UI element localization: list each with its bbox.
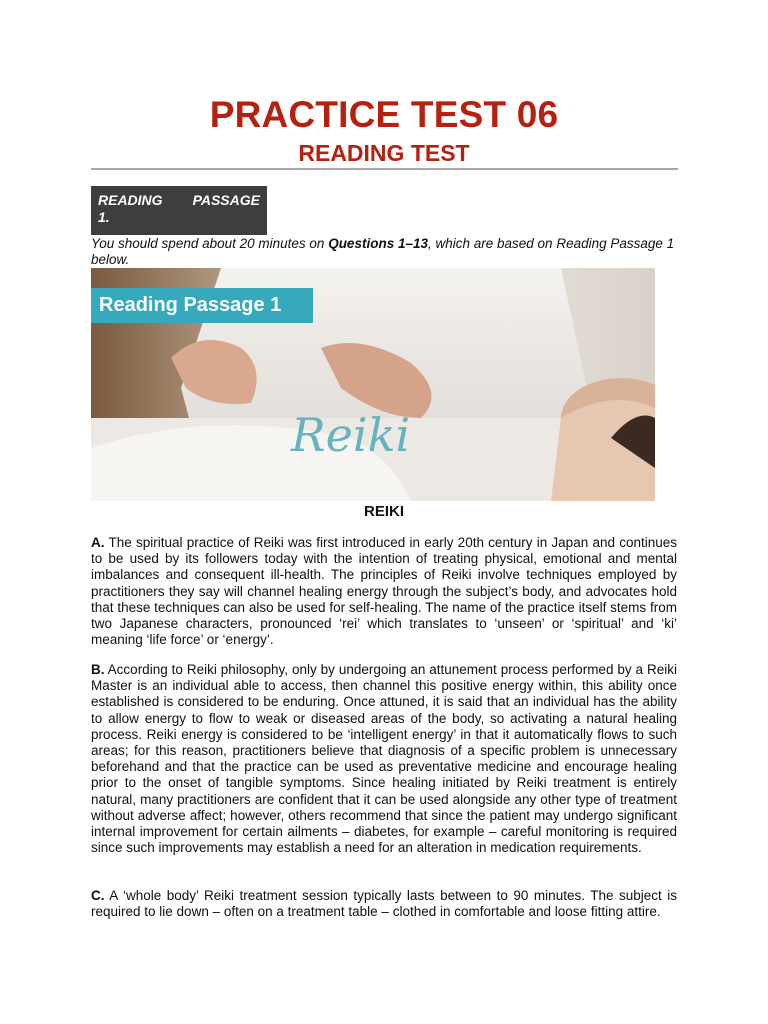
instructions-questions: Questions 1–13 [328, 236, 428, 251]
paragraph-letter: B. [91, 662, 105, 677]
paragraph-c [91, 888, 677, 920]
instructions-after: , which are based on Reading Passage 1 below. [91, 236, 675, 267]
hero-banner: Reading Passage 1 [91, 288, 313, 323]
paragraph-letter: C. [91, 888, 105, 903]
page-title: PRACTICE TEST 06 [209, 94, 559, 135]
instructions-before: You should spend about 20 minutes on [91, 236, 329, 251]
page-subtitle: READING TEST [298, 140, 470, 166]
passage-label-word2: PASSAGE [192, 192, 260, 208]
paragraph-text: According to Reiki philosophy, only by undergoing an attunement process performed by a Reiki Master is an individual able to access, then channel this positive energy within, this ability once established is considered to be enduring. Once attuned, it is said that an individual has the ability to allow energy to flow to weak or diseased areas of the body, so activating a natural healing process. Reiki energy is considered to be ‘intelligent energy’ in that it automatically flows to such areas; for this reason, practitioners believe that diagnosis of a specific problem is unnecessary beforehand and that the practice can be used as preventative medicine and encourage healing prior to the onset of tangible symptoms. Since healing initiated by Reiki treatment is entirely natural, many practitioners are confident that it can be used alongside any other type of treatment without adverse affect; however, others recommend that since the patient may undergo significant internal improvement for certain ailments – diabetes, for example – careful monitoring is required since such improvements may establish a need for an alteration in medication requirements. [91, 662, 677, 856]
divider [91, 168, 678, 170]
paragraph-b [91, 662, 677, 856]
hero-image [91, 268, 655, 501]
hero-script-text: Reiki [291, 408, 411, 462]
paragraph-letter: A. [91, 535, 105, 550]
paragraph-a [91, 535, 677, 648]
paragraph-text: The spiritual practice of Reiki was first introduced in early 20th century in Japan and continues to be used by its followers today with the intention of treating physical, emotional and mental imbalances and consequent ill-health. The principles of Reiki involve techniques employed by practitioners they say will channel healing energy through the subject’s body, and advocates hold that these techniques can also be used for self-healing. The name of the practice itself stems from two Japanese characters, pronounced ‘rei’ which translates to ‘unseen’ or ‘spiritual’ and ‘ki’ meaning ‘life force’ or ‘energy’. [91, 535, 677, 648]
passage-label-box [91, 186, 267, 235]
passage-label-number: 1. [98, 209, 110, 225]
article-title: REIKI [363, 503, 404, 520]
passage-label-word1: READING [98, 192, 163, 208]
instructions [91, 236, 681, 268]
paragraph-text: A ‘whole body’ Reiki treatment session typically lasts between to 90 minutes. The subject is required to lie down – often on a treatment table – clothed in comfortable and loose fitting attire. [91, 888, 677, 920]
